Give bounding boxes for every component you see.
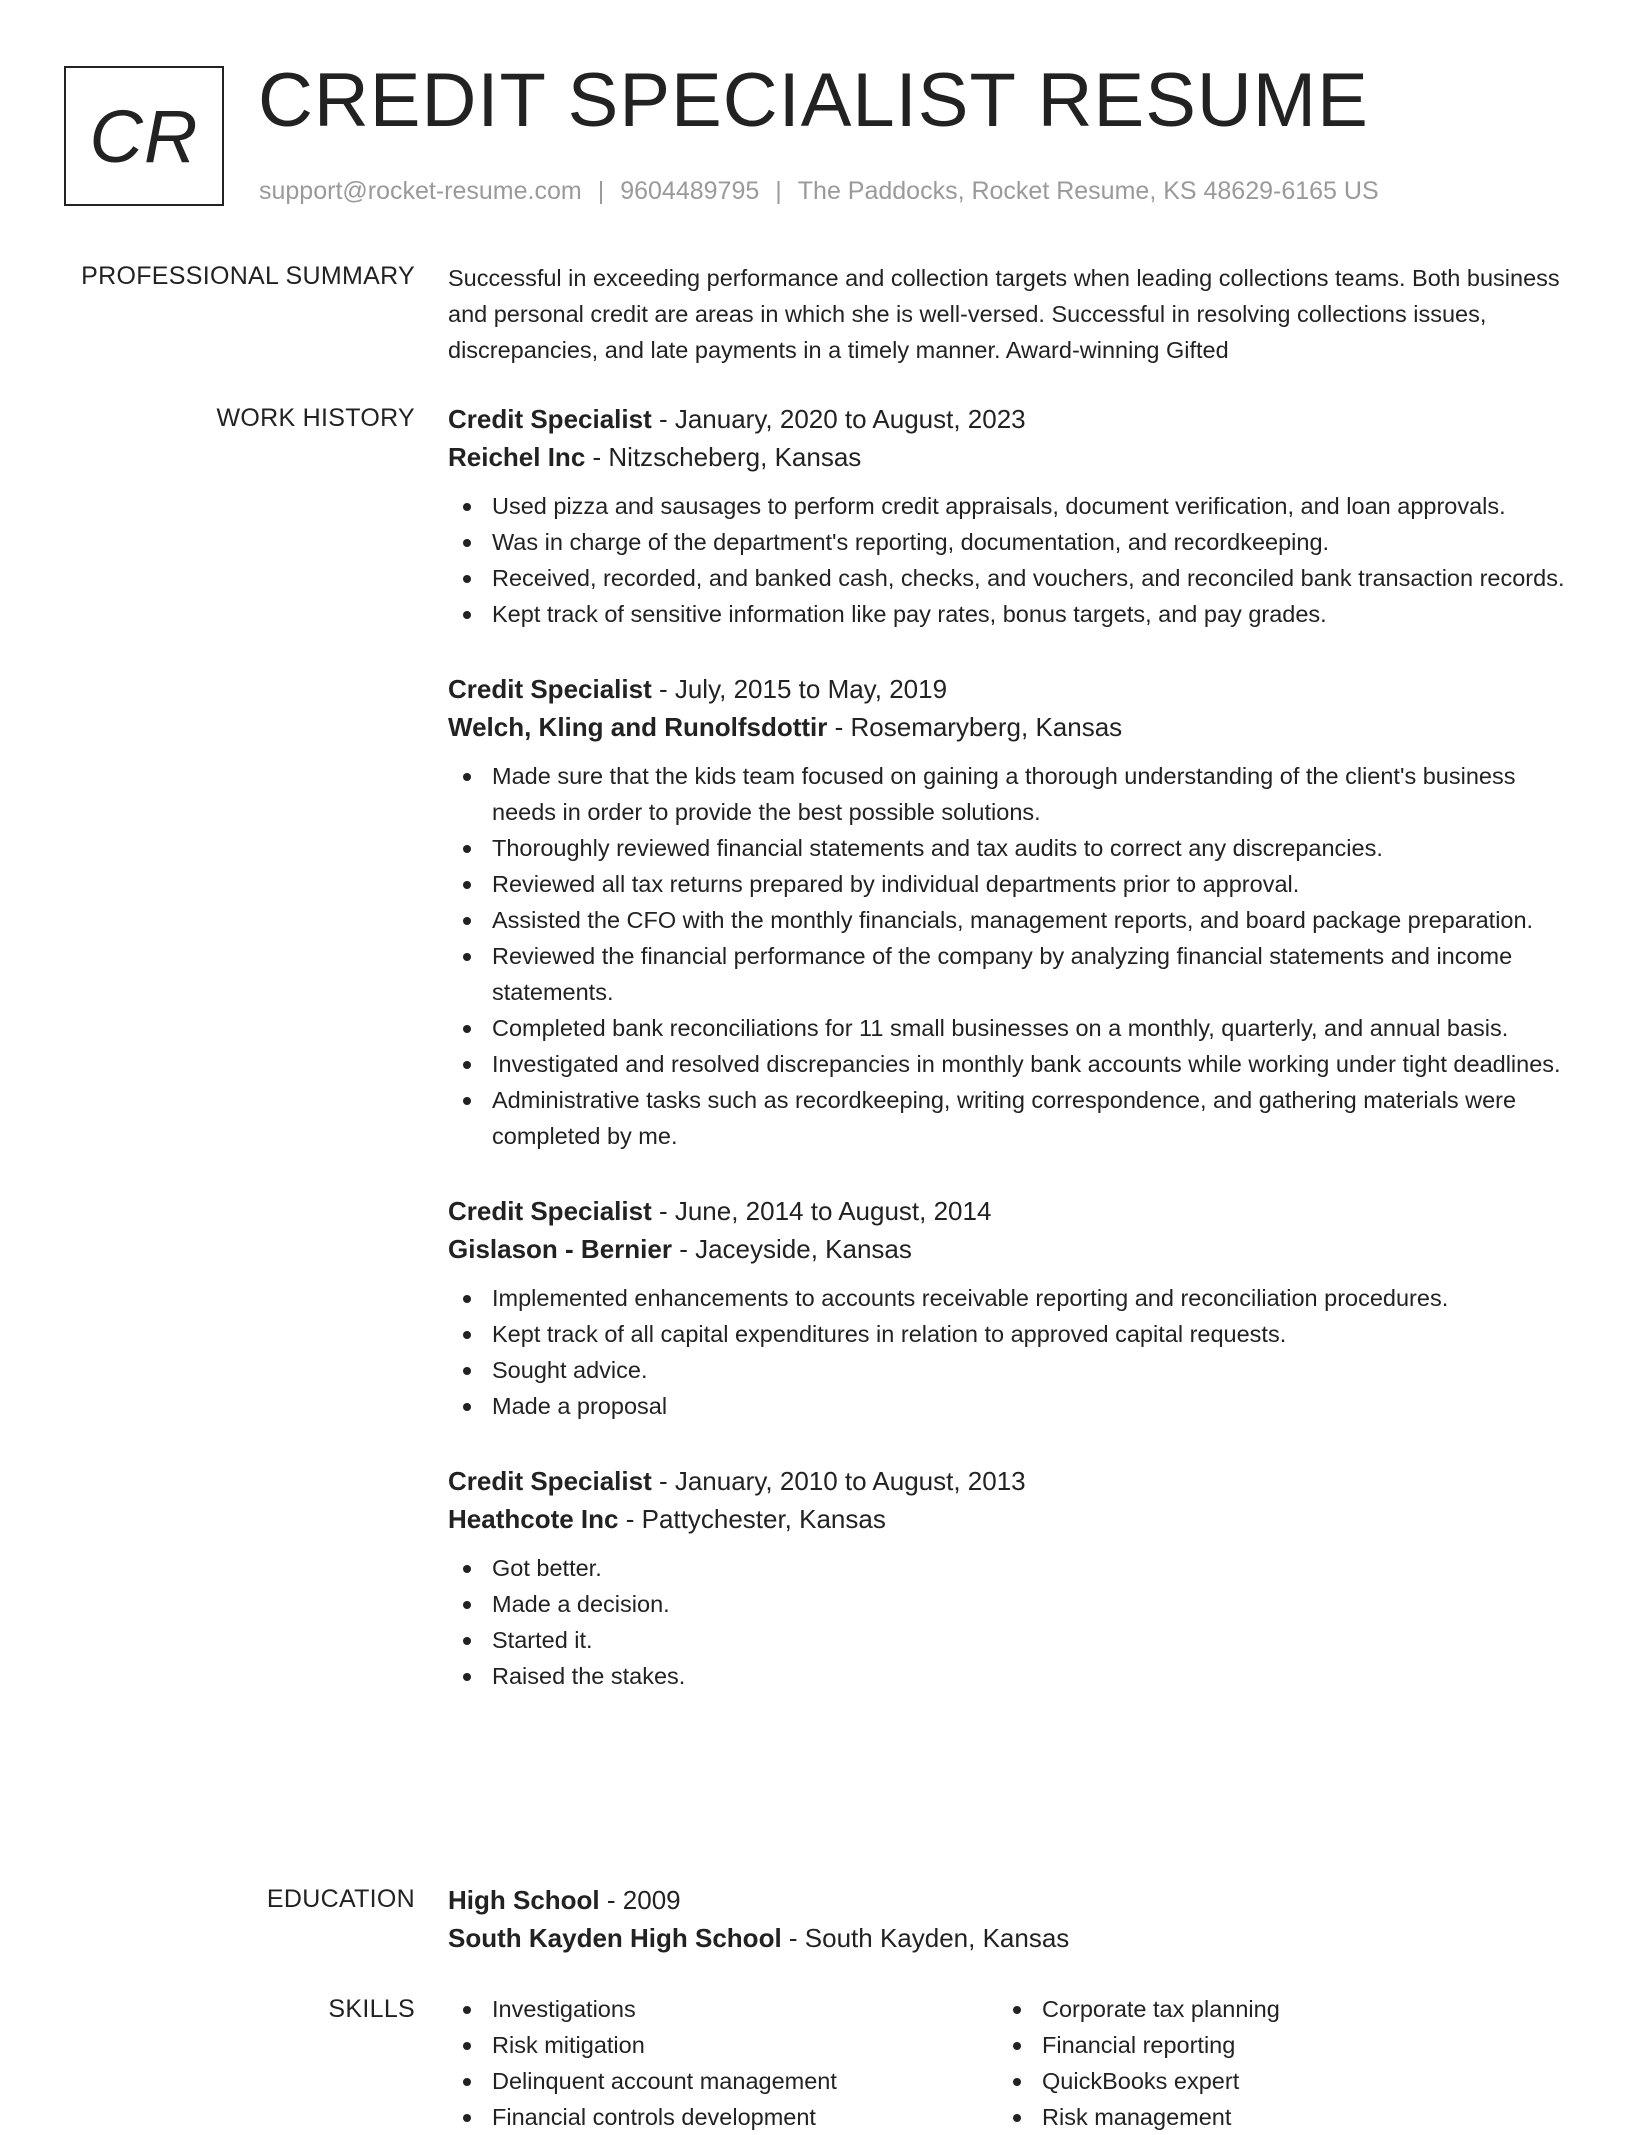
summary-text: Successful in exceeding performance and collection targets when leading collections teams. Both business and personal credit are areas in which she is well-versed. Successful in resolving collections issues, discrepancies, and late payments in a timely manner. Award-winning Gifted bbox=[448, 265, 1560, 363]
job-entry bbox=[448, 1462, 1568, 1694]
job-company-line bbox=[448, 1230, 1568, 1268]
contact-phone: 9604489795 bbox=[620, 177, 760, 205]
list-item: Kept track of all capital expenditures in relation to approved capital requests. bbox=[448, 1316, 1568, 1352]
list-item: Was in charge of the department's reporting, documentation, and recordkeeping. bbox=[448, 524, 1568, 560]
skills-column-right bbox=[998, 1991, 1548, 2135]
list-item: Made a proposal bbox=[448, 1388, 1568, 1424]
education-school: South Kayden High School bbox=[448, 1923, 782, 1953]
job-company-line bbox=[448, 708, 1568, 746]
skills-column-left bbox=[448, 1991, 998, 2135]
job-location: - Nitzscheberg, Kansas bbox=[585, 442, 862, 472]
summary-body bbox=[448, 258, 1568, 368]
job-location: - Pattychester, Kansas bbox=[618, 1504, 886, 1534]
list-item: Financial controls development bbox=[448, 2099, 998, 2135]
list-item: Corporate tax planning bbox=[998, 1991, 1548, 2027]
list-item: Investigations bbox=[448, 1991, 998, 2027]
list-item: Delinquent account management bbox=[448, 2063, 998, 2099]
job-title: Credit Specialist bbox=[448, 404, 652, 434]
summary-label: PROFESSIONAL SUMMARY bbox=[81, 262, 415, 290]
job-bullets bbox=[448, 758, 1568, 1154]
education-school-line bbox=[448, 1919, 1568, 1957]
job-dates: - January, 2020 to August, 2023 bbox=[651, 404, 1026, 434]
job-bullets bbox=[448, 488, 1568, 632]
list-item: Reviewed all tax returns prepared by individual departments prior to approval. bbox=[448, 866, 1568, 902]
job-dates: - July, 2015 to May, 2019 bbox=[651, 674, 948, 704]
job-bullets bbox=[448, 1280, 1568, 1424]
list-item: Made a decision. bbox=[448, 1586, 1568, 1622]
monogram-logo: CR bbox=[64, 66, 224, 206]
contact-line bbox=[259, 174, 1379, 208]
list-item: Thoroughly reviewed financial statements and tax audits to correct any discrepancies. bbox=[448, 830, 1568, 866]
job-title: Credit Specialist bbox=[448, 1196, 652, 1226]
job-company: Reichel Inc bbox=[448, 442, 586, 472]
list-item: QuickBooks expert bbox=[998, 2063, 1548, 2099]
list-item: Reviewed the financial performance of the company by analyzing financial statements and income statements. bbox=[448, 938, 1568, 1010]
list-item: Raised the stakes. bbox=[448, 1658, 1568, 1694]
contact-email: support@rocket-resume.com bbox=[259, 177, 582, 205]
skills-grid bbox=[448, 1991, 1568, 2135]
work-history-label: WORK HISTORY bbox=[216, 404, 415, 432]
contact-separator: | bbox=[597, 177, 605, 205]
contact-separator: | bbox=[775, 177, 782, 205]
education-label: EDUCATION bbox=[266, 1885, 415, 1913]
education-body bbox=[448, 1881, 1568, 1957]
education-year: - 2009 bbox=[599, 1885, 681, 1915]
job-title-line bbox=[448, 1192, 1568, 1230]
list-item: Assisted the CFO with the monthly financials, management reports, and board package preparation. bbox=[448, 902, 1568, 938]
list-item: Completed bank reconciliations for 11 small businesses on a monthly, quarterly, and annual basis. bbox=[448, 1010, 1568, 1046]
list-item: Implemented enhancements to accounts receivable reporting and reconciliation procedures. bbox=[448, 1280, 1568, 1316]
job-entry bbox=[448, 1192, 1568, 1424]
list-item: Used pizza and sausages to perform credit appraisals, document verification, and loan approvals. bbox=[448, 488, 1568, 524]
job-title: Credit Specialist bbox=[448, 1466, 652, 1496]
job-company: Welch, Kling and Runolfsdottir bbox=[448, 712, 828, 742]
contact-address: The Paddocks, Rocket Resume, KS 48629-6165 US bbox=[797, 177, 1379, 205]
job-dates: - January, 2010 to August, 2013 bbox=[651, 1466, 1026, 1496]
job-bullets bbox=[448, 1550, 1568, 1694]
list-item: Investigated and resolved discrepancies in monthly bank accounts while working under tight deadlines. bbox=[448, 1046, 1568, 1082]
list-item: Sought advice. bbox=[448, 1352, 1568, 1388]
skills-body bbox=[448, 1991, 1568, 2135]
job-company-line bbox=[448, 1500, 1568, 1538]
job-company-line bbox=[448, 438, 1568, 476]
job-title-line bbox=[448, 1462, 1568, 1500]
list-item: Received, recorded, and banked cash, checks, and vouchers, and reconciled bank transaction records. bbox=[448, 560, 1568, 596]
job-company: Heathcote Inc bbox=[448, 1504, 619, 1534]
education-degree: High School bbox=[448, 1885, 600, 1915]
job-entry bbox=[448, 400, 1568, 632]
page-title: CREDIT SPECIALIST RESUME bbox=[258, 58, 1369, 143]
job-dates: - June, 2014 to August, 2014 bbox=[651, 1196, 992, 1226]
skills-label: SKILLS bbox=[328, 1995, 415, 2023]
job-title-line bbox=[448, 670, 1568, 708]
list-item: Started it. bbox=[448, 1622, 1568, 1658]
list-item: Kept track of sensitive information like pay rates, bonus targets, and pay grades. bbox=[448, 596, 1568, 632]
work-history-body bbox=[448, 400, 1568, 1732]
education-location: - South Kayden, Kansas bbox=[781, 1923, 1070, 1953]
job-title-line bbox=[448, 400, 1568, 438]
job-company: Gislason - Bernier bbox=[448, 1234, 672, 1264]
list-item: Financial reporting bbox=[998, 2027, 1548, 2063]
list-item: Administrative tasks such as recordkeeping, writing correspondence, and gathering materials were completed by me. bbox=[448, 1082, 1568, 1154]
list-item: Risk mitigation bbox=[448, 2027, 998, 2063]
list-item: Risk management bbox=[998, 2099, 1548, 2135]
job-location: - Rosemaryberg, Kansas bbox=[827, 712, 1123, 742]
job-title: Credit Specialist bbox=[448, 674, 652, 704]
education-degree-line bbox=[448, 1881, 1568, 1919]
list-item: Got better. bbox=[448, 1550, 1568, 1586]
job-location: - Jaceyside, Kansas bbox=[671, 1234, 912, 1264]
job-entry bbox=[448, 670, 1568, 1154]
list-item: Made sure that the kids team focused on gaining a thorough understanding of the client's business needs in order to provide the best possible solutions. bbox=[448, 758, 1568, 830]
